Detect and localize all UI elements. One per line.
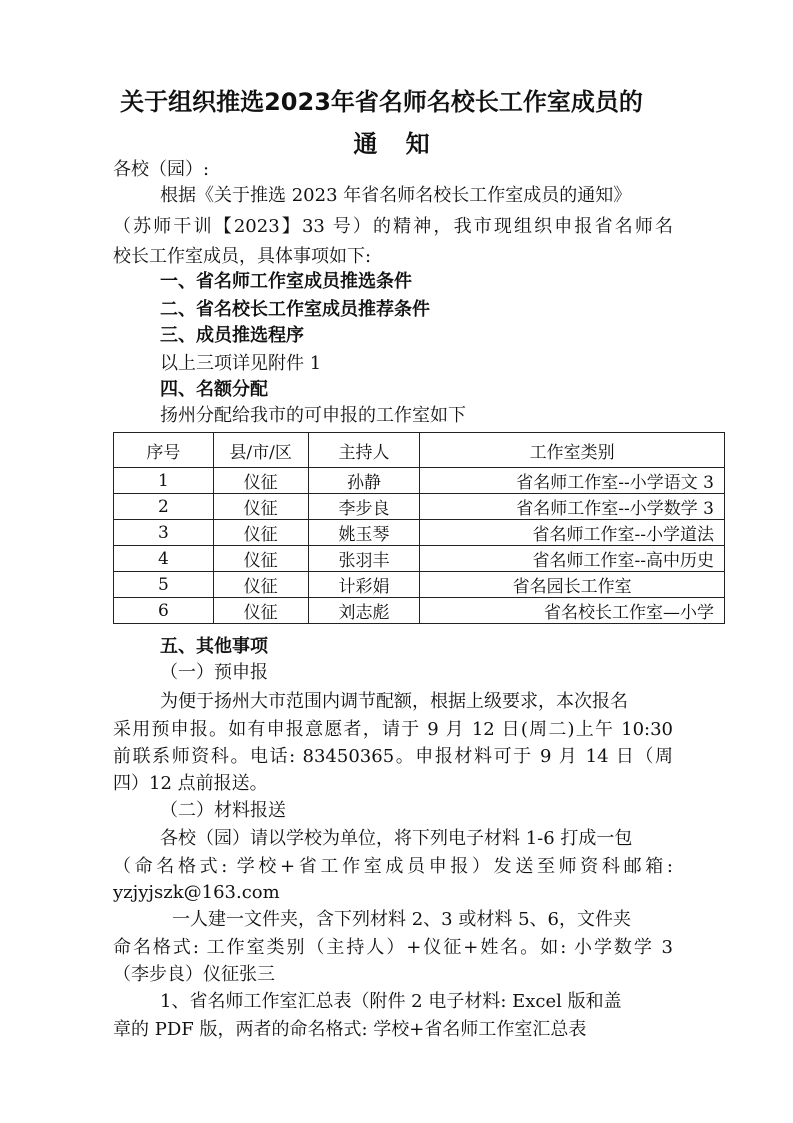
- table-row: [114, 546, 725, 572]
- table-row: [114, 572, 725, 598]
- cell-host: 姚玉琴: [308, 520, 420, 546]
- cell-studio-type: 省名园长工作室: [420, 572, 725, 598]
- cell-index: 3: [114, 520, 214, 546]
- sub-heading-pre-apply: （一）预申报: [160, 662, 268, 683]
- intro-line-2: （苏师干训【2023】33 号）的精神，我市现组织申报省名师名: [113, 216, 673, 237]
- cell-host: 刘志彪: [308, 598, 420, 624]
- table-row: [114, 520, 725, 546]
- materials-line-1: 各校（园）请以学校为单位，将下列电子材料 1-6 打成一包: [160, 828, 633, 849]
- title-line-1: 关于组织推选2023年省名师名校长工作室成员的: [120, 88, 643, 116]
- cell-host: 李步良: [308, 494, 420, 520]
- cell-host: 孙静: [308, 468, 420, 494]
- cell-host: 张羽丰: [308, 546, 420, 572]
- sub-heading-materials: （二）材料报送: [160, 800, 286, 821]
- cell-index: 1: [114, 468, 214, 494]
- cell-index: 5: [114, 572, 214, 598]
- intro-line-3: 校长工作室成员，具体事项如下:: [113, 246, 372, 267]
- cell-district: 仪征: [213, 468, 308, 494]
- section-heading-2: 二、省名校长工作室成员推荐条件: [160, 299, 430, 320]
- header-studio-type: 工作室类别: [420, 433, 725, 468]
- cell-studio-type: 省名师工作室--高中历史: [420, 546, 725, 572]
- section-heading-3: 三、成员推选程序: [160, 325, 304, 346]
- cell-district: 仪征: [213, 520, 308, 546]
- allocation-intro: 扬州分配给我市的可申报的工作室如下: [160, 405, 466, 426]
- table-row: [114, 468, 725, 494]
- cell-host: 计彩娟: [308, 572, 420, 598]
- cell-studio-type: 省名校长工作室—小学: [420, 598, 725, 624]
- materials-line-2: （命名格式: 学校+省工作室成员申报）发送至师资科邮箱:: [113, 856, 673, 877]
- salutation: 各校（园）:: [113, 159, 210, 180]
- cell-district: 仪征: [213, 494, 308, 520]
- title-line-2: 通 知: [353, 130, 440, 158]
- folder-line-2: 命名格式: 工作室类别（主持人）+仪征+姓名。如: 小学数学 3: [113, 937, 673, 958]
- studio-allocation-table: [113, 432, 725, 624]
- pre-apply-line-3: 前联系师资科。电话: 83450365。申报材料可于 9 月 14 日（周: [113, 746, 673, 767]
- materials-email: yzjyjszk@163.com: [113, 882, 280, 903]
- table-row: [114, 494, 725, 520]
- intro-line-1: 根据《关于推选 2023 年省名师名校长工作室成员的通知》: [160, 185, 632, 206]
- header-index: 序号: [114, 433, 214, 468]
- cell-index: 6: [114, 598, 214, 624]
- table-header-row: [114, 433, 725, 468]
- section-heading-1: 一、省名师工作室成员推选条件: [160, 271, 412, 292]
- cell-index: 2: [114, 494, 214, 520]
- header-host: 主持人: [308, 433, 420, 468]
- section-heading-5: 五、其他事项: [160, 636, 268, 657]
- pre-apply-line-1: 为便于扬州大市范围内调节配额，根据上级要求，本次报名: [160, 691, 628, 712]
- cell-district: 仪征: [213, 572, 308, 598]
- cell-studio-type: 省名师工作室--小学道法: [420, 520, 725, 546]
- pre-apply-line-4: 四）12 点前报送。: [113, 773, 268, 794]
- cell-studio-type: 省名师工作室--小学语文 3: [420, 468, 725, 494]
- folder-line-3: （李步良）仪征张三: [113, 964, 275, 985]
- folder-line-1: 一人建一文件夹，含下列材料 2、3 或材料 5、6，文件夹: [172, 909, 631, 930]
- cell-district: 仪征: [213, 598, 308, 624]
- see-attachment-note: 以上三项详见附件 1: [160, 353, 322, 374]
- cell-district: 仪征: [213, 546, 308, 572]
- item1-line-2: 章的 PDF 版，两者的命名格式: 学校+省名师工作室汇总表: [113, 1019, 587, 1040]
- cell-studio-type: 省名师工作室--小学数学 3: [420, 494, 725, 520]
- header-district: 县/市/区: [213, 433, 308, 468]
- table-row: [114, 598, 725, 624]
- pre-apply-line-2: 采用预申报。如有申报意愿者，请于 9 月 12 日(周二)上午 10:30: [113, 719, 673, 740]
- section-heading-4: 四、名额分配: [160, 379, 268, 400]
- cell-index: 4: [114, 546, 214, 572]
- item1-line-1: 1、省名师工作室汇总表（附件 2 电子材料: Excel 版和盖: [160, 991, 622, 1012]
